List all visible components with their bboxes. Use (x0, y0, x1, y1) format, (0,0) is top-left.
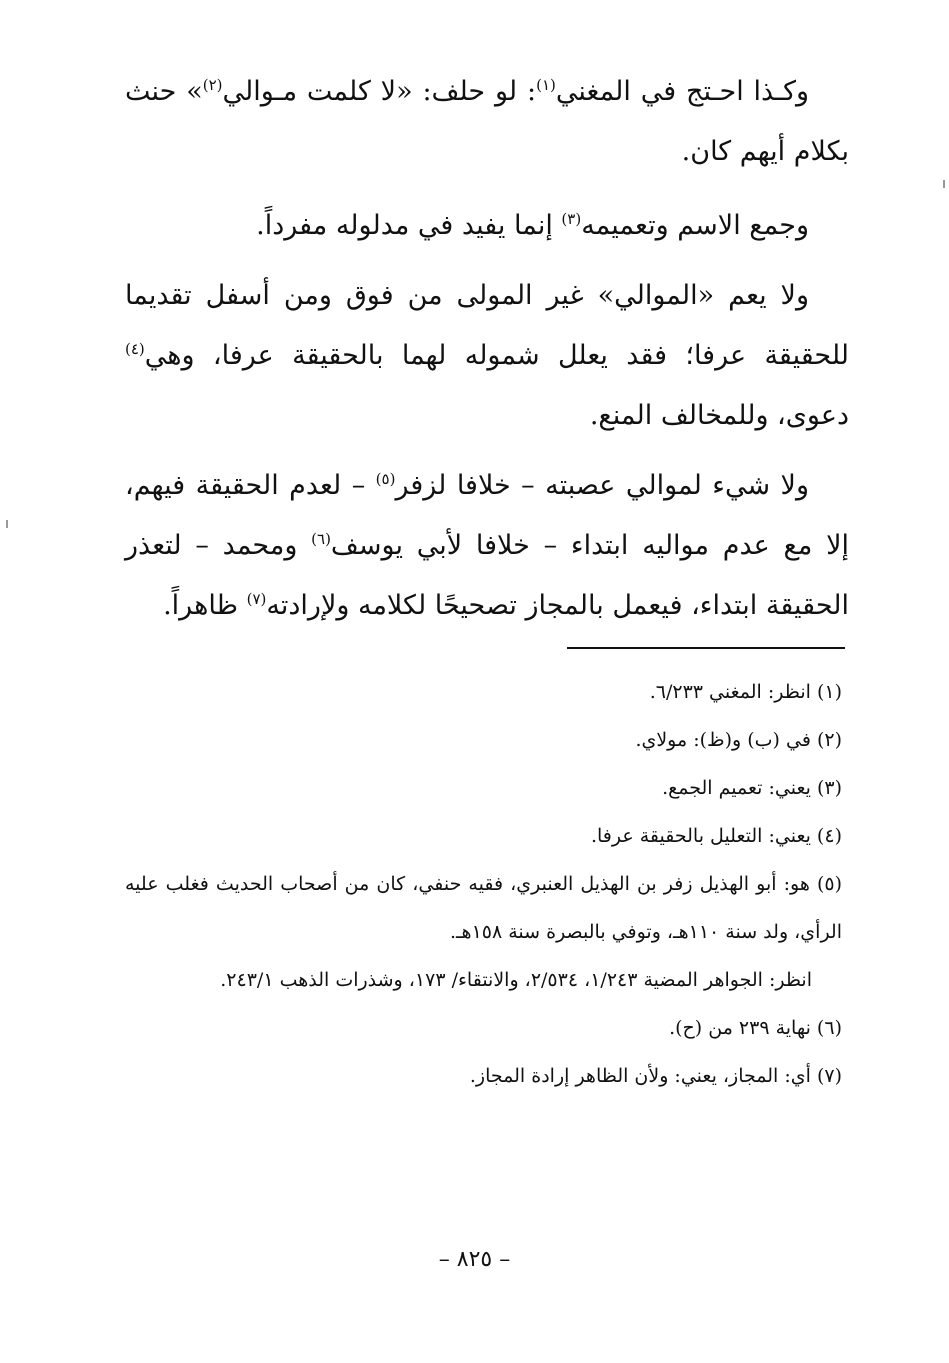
scan-mark (6, 520, 8, 528)
paragraph-4-text-a: ولا شيء لموالي عصبته – خلافا لزفر (395, 470, 809, 501)
paragraph-2-text-a: وجمع الاسم وتعميمه (581, 210, 809, 241)
footnote-ref-7[interactable]: (٧) (246, 590, 267, 608)
footnote-ref-2[interactable]: (٢) (202, 76, 223, 94)
paragraph-2-text-b: إنما يفيد في مدلوله مفرداً. (256, 210, 562, 241)
paragraph-1 (125, 62, 849, 182)
paragraph-4-text-d: ظاهراً. (163, 590, 247, 621)
paragraph-3-text-b: دعوى، وللمخالف المنع. (589, 400, 849, 431)
footnote-1: (١) انظر: المغني ٦/٢٣٣. (649, 681, 842, 703)
main-text (125, 62, 849, 646)
paragraph-2 (125, 196, 849, 256)
footnote-ref-4[interactable]: (٤) (125, 340, 145, 358)
footnote-7: (٧) أي: المجاز، يعني: ولأن الظاهر إرادة المجاز. (469, 1065, 842, 1087)
footnote-5: (٥) هو: أبو الهذيل زفر بن الهذيل العنبري، فقيه حنفي، كان من أصحاب الحديث فغلب عليه الرأي، ولد سنة ١١٠هـ، وتوفي بالبصرة سنة ١٥٨هـ. (125, 873, 843, 943)
footnote-divider (567, 647, 845, 649)
paragraph-4 (125, 456, 849, 636)
footnote-6: (٦) نهاية ٢٣٩ من (ح). (669, 1017, 842, 1039)
footnote-ref-5[interactable]: (٥) (375, 470, 396, 488)
scan-mark (943, 180, 945, 188)
footnote-2: (٢) في (ب) و(ظ): مولاي. (635, 729, 842, 751)
page-number: – ٨٢٥ – (438, 1247, 511, 1272)
footnote-3: (٣) يعني: تعميم الجمع. (662, 777, 842, 799)
paragraph-4-text-c: ومحمد – لتعذر الحقيقة ابتداء، فيعمل بالمجاز تصحيحًا لكلامه ولإرادته (125, 530, 849, 621)
paragraph-1-text-c: » حنث بكلام أيهم كان. (125, 76, 849, 167)
paragraph-3-text-a: ولا يعم «الموالي» غير المولى من فوق ومن أسفل تقديما للحقيقة عرفا؛ فقد يعلل شموله لهما بالحقيقة عرفا، وهي (125, 280, 849, 371)
footnote-4: (٤) يعني: التعليل بالحقيقة عرفا. (590, 825, 842, 847)
paragraph-1-text-a: وكـذا احـتج في المغني (555, 76, 810, 107)
paragraph-1-text-b: : لو حلف: «لا كلمت مـوالي (222, 76, 537, 107)
paragraph-3 (125, 266, 849, 446)
footnote-ref-3[interactable]: (٣) (561, 210, 582, 228)
footnote-5-sources: انظر: الجواهر المضية ١/٢٤٣، ٢/٥٣٤، والانتقاء/ ١٧٣، وشذرات الذهب ٢٤٣/١. (220, 969, 812, 991)
footnote-ref-6[interactable]: (٦) (311, 530, 331, 548)
footnote-ref-1[interactable]: (١) (536, 76, 556, 94)
footnotes-section (125, 668, 842, 1100)
paragraph-4-text-b: – لعدم الحقيقة فيهم، إلا مع عدم مواليه ابتداء – خلافا لأبي يوسف (125, 470, 849, 561)
